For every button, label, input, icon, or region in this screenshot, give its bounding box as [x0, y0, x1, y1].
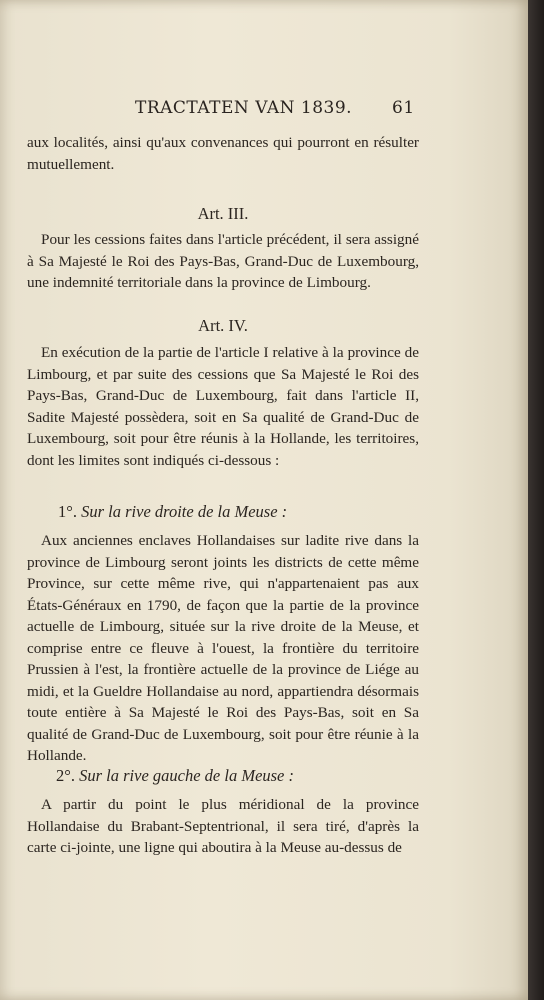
- section-2-paragraph: [27, 794, 419, 859]
- intro-paragraph: [27, 132, 419, 175]
- running-head: [30, 98, 430, 122]
- running-head-title: TRACTATEN VAN 1839.: [135, 98, 353, 118]
- section-2-heading: [56, 766, 294, 786]
- article-3-paragraph: [27, 229, 419, 294]
- section-1-title: Sur la rive droite de la Meuse :: [81, 502, 288, 521]
- section-1-heading: [58, 502, 287, 522]
- book-edge: [528, 0, 544, 1000]
- section-1-paragraph: [27, 530, 419, 767]
- section-2-text: A partir du point le plus méridional de la province Hollandaise du Brabant-Septentrional, il sera tiré, d'après la carte ci-jointe, une ligne qui aboutira à la Meuse au-dessus de: [27, 796, 419, 856]
- section-1-text: Aux anciennes enclaves Hollandaises sur ladite rive dans la province de Limbourg seront joints les districts de cette même Province, sur cette même rive, qui n'appartenaient pas aux États-Généraux en 1790, de façon que la partie de la province actuelle de Limbourg, située sur la rive droite de la Meuse, et comprise entre ce fleuve à l'ouest, la frontière du territoire Prussien à l'est, la frontière actuelle de la province de Liége au midi, et la Gueldre Hollandaise au nord, appartiendra désormais toute entière à Sa Majesté le Roi des Pays-Bas, soit en Sa qualité de Grand-Duc de Luxembourg, soit pour être réunie à la Hollande.: [27, 532, 419, 764]
- section-2-title: Sur la rive gauche de la Meuse :: [79, 766, 295, 785]
- section-2-number: 2°.: [56, 766, 75, 785]
- article-4-paragraph: [27, 342, 419, 471]
- article-3-text: Pour les cessions faites dans l'article précédent, il sera assigné à Sa Majesté le Roi des Pays-Bas, Grand-Duc de Luxembourg, une indemnité territoriale dans la province de Limbourg.: [27, 231, 419, 291]
- article-3-heading: Art. III.: [197, 204, 249, 223]
- section-1-number: 1°.: [58, 502, 77, 521]
- article-4-text: En exécution de la partie de l'article I relative à la province de Limbourg, et par suite des cessions que Sa Majesté le Roi des Pays-Bas, Grand-Duc de Luxembourg, fait dans l'article II, Sadite Majesté possèdera, soit en Sa qualité de Grand-Duc de Luxembourg, soit pour être réunis à la Hollande, les territoires, dont les limites sont indiqués ci-dessous :: [27, 344, 419, 469]
- article-4-heading: Art. IV.: [198, 316, 248, 335]
- page-number: 61: [392, 98, 415, 118]
- intro-text: aux localités, ainsi qu'aux convenances qui pourront en résulter mutuellement.: [27, 134, 419, 173]
